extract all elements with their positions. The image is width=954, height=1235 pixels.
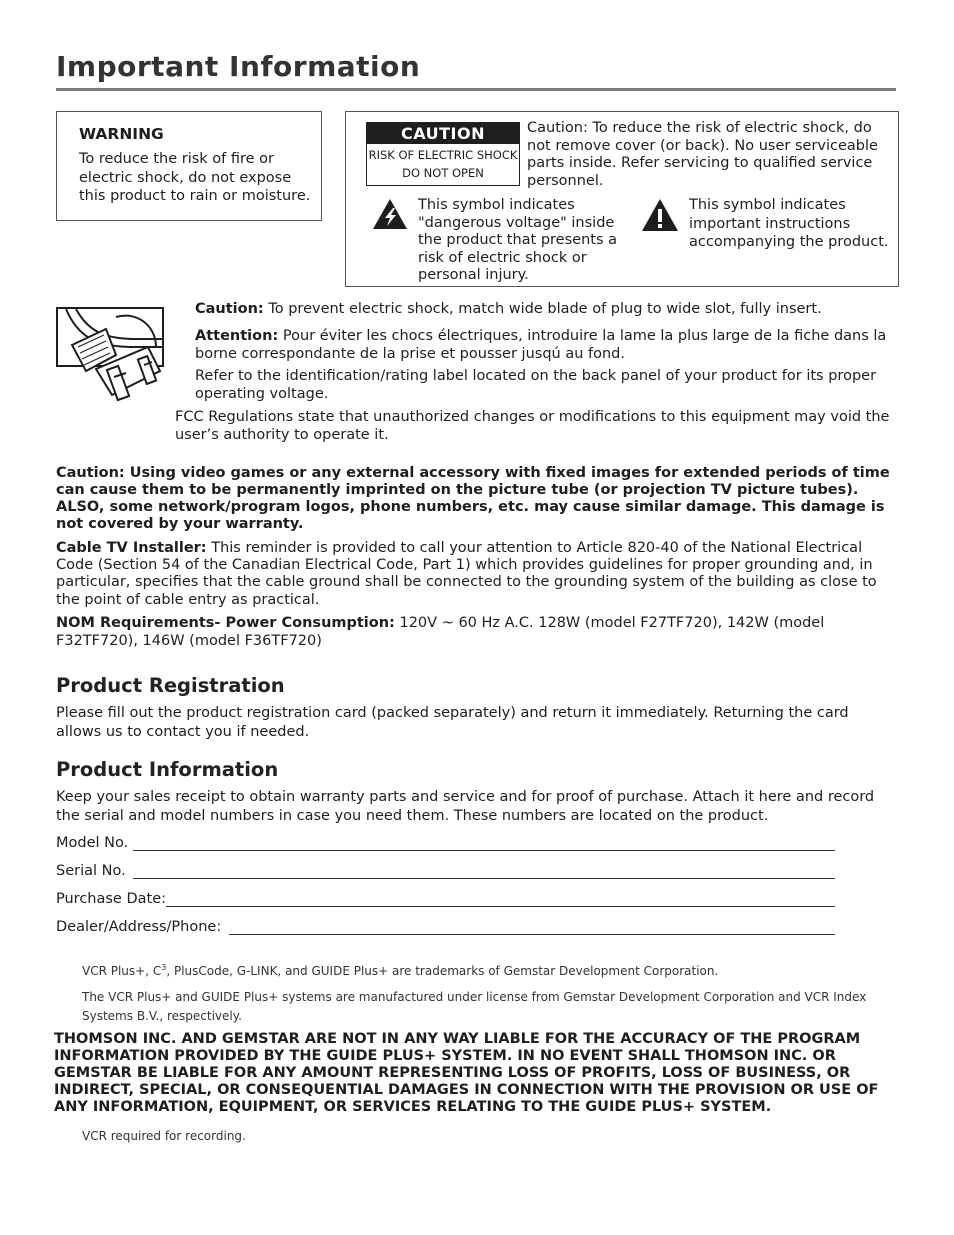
trademark-text-pre: VCR Plus+, C <box>82 964 162 978</box>
caution-text: Caution: To reduce the risk of electric shock, do not remove cover (or back). No user serviceable parts inside. Refer servicing to qualified service personnel. <box>527 120 878 189</box>
burn-in-caution: Caution: Using video games or any external accessory with fixed images for extended periods of time can cause them to be permanently imprinted on the picture tube (or projection TV picture tubes). ALSO, some network/program logos, phone numbers, etc. may cause similar damage. This damage is not covered by your warranty. <box>56 465 890 532</box>
nom-requirements <box>56 614 896 650</box>
trademark-text-post: , PlusCode, G-LINK, and GUIDE Plus+ are trademarks of Gemstar Development Corporation. <box>166 964 719 978</box>
plug-caution-text: To prevent electric shock, match wide blade of plug to wide slot, fully insert. <box>263 301 822 317</box>
purchase-date-field[interactable] <box>166 906 835 907</box>
trademark-superscript: 3 <box>161 963 167 972</box>
risk-of-shock-text: RISK OF ELECTRIC SHOCK <box>368 148 518 162</box>
do-not-open-text: DO NOT OPEN <box>402 166 484 180</box>
plug-attention-text: Pour éviter les chocs électriques, introduire la lame la plus large de la fiche dans la borne correspondante de la prise et pousser jusqú au fond. <box>195 328 887 362</box>
nom-text: 120V ~ 60 Hz A.C. 128W (model F27TF720), 142W (model F32TF720), 146W (model F36TF720) <box>56 615 825 649</box>
plug-caution-label: Caution: <box>195 301 264 317</box>
vcr-required-note: VCR required for recording. <box>82 1129 246 1143</box>
cable-installer-label: Cable TV Installer: <box>56 540 207 556</box>
plug-attention-label: Attention: <box>195 328 279 344</box>
exclamation-symbol-text: This symbol indicates important instructions accompanying the product. <box>689 197 889 250</box>
serial-number-label: Serial No. <box>56 863 126 879</box>
model-number-field[interactable] <box>133 850 835 851</box>
caution-box <box>345 111 899 287</box>
product-registration-text: Please fill out the product registration card (packed separately) and return it immediately. Returning the card allows us to contact you if needed. <box>56 705 849 740</box>
lightning-bolt-warning-icon <box>372 198 408 230</box>
liability-disclaimer: THOMSON INC. AND GEMSTAR ARE NOT IN ANY WAY LIABLE FOR THE ACCURACY OF THE PROGRAM INFORMATION PROVIDED BY THE GUIDE PLUS+ SYSTEM. IN NO EVENT SHALL THOMSON INC. OR GEMSTAR BE LIABLE FOR ANY AMOUNT REPRESENTING LOSS OF PROFITS, LOSS OF BUSINESS, OR INDIRECT, SPECIAL, OR CONSEQUENTIAL DAMAGES IN CONNECTION WITH THE PROVISION OR USE OF ANY INFORMATION, EQUIPMENT, OR SERVICES RELATING TO THE GUIDE PLUS+ SYSTEM. <box>54 1031 879 1115</box>
dealer-info-label: Dealer/Address/Phone: <box>56 919 222 935</box>
purchase-date-label: Purchase Date: <box>56 891 166 907</box>
caution-label: CAUTION <box>367 123 519 144</box>
plug-attention <box>195 328 895 363</box>
caution-label-box <box>366 122 520 186</box>
nom-label: NOM Requirements- Power Consumption: <box>56 615 395 631</box>
product-information-heading: Product Information <box>56 758 279 781</box>
cable-installer-note <box>56 540 896 609</box>
warning-box <box>56 111 322 221</box>
plug-caution <box>195 301 895 319</box>
cable-installer-text: This reminder is provided to call your attention to Article 820-40 of the National Electrical Code (Section 54 of the Canadian Electrical Code, Part 1) which provides guidelines for proper grounding and, in particular, specifies that the cable ground shall be connected to the grounding system of the building as close to the point of cable entry as practical. <box>56 540 877 608</box>
warning-text: To reduce the risk of fire or electric shock, do not expose this product to rain or moisture. <box>79 151 311 204</box>
product-registration-heading: Product Registration <box>56 674 285 697</box>
model-number-label: Model No. <box>56 835 129 851</box>
trademark-notice <box>82 962 902 981</box>
title-divider <box>56 88 896 91</box>
polarized-plug-icon <box>56 307 164 405</box>
serial-number-field[interactable] <box>133 878 835 879</box>
exclamation-warning-icon <box>641 198 679 232</box>
fcc-regulations-text: FCC Regulations state that unauthorized changes or modifications to this equipment may void the user’s authority to operate it. <box>175 409 890 443</box>
page-title: Important Information <box>56 50 421 83</box>
license-notice: The VCR Plus+ and GUIDE Plus+ systems are manufactured under license from Gemstar Development Corporation and VCR Index Systems B.V., respectively. <box>82 990 867 1023</box>
warning-title: WARNING <box>79 125 164 143</box>
dealer-info-field[interactable] <box>229 934 835 935</box>
bolt-symbol-text: This symbol indicates "dangerous voltage" inside the product that presents a risk of electric shock or personal injury. <box>418 197 618 283</box>
product-information-text: Keep your sales receipt to obtain warranty parts and service and for proof of purchase. Attach it here and record the serial and model numbers in case you need them. These numbers are located on the product. <box>56 789 875 824</box>
refer-label-text: Refer to the identification/rating label located on the back panel of your product for its proper operating voltage. <box>195 368 877 402</box>
